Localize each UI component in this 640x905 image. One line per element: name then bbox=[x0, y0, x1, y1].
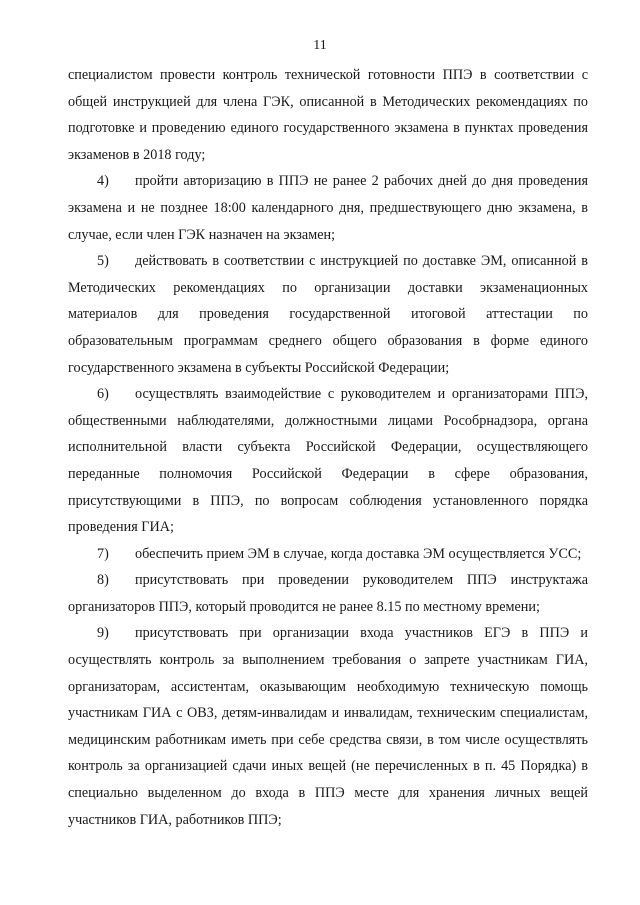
list-item-number: 6) bbox=[97, 386, 109, 403]
list-item bbox=[68, 541, 588, 568]
paragraph-continuation bbox=[68, 62, 588, 168]
list-item bbox=[68, 381, 588, 541]
list-item-number: 5) bbox=[97, 253, 109, 270]
list-item bbox=[68, 248, 588, 381]
list-item-text: пройти авторизацию в ППЭ не ранее 2 рабочих дней до дня проведения экзамена и не позднее 18:00 календарного дня, предшествующего дню экзамена, в случае, если член ГЭК назначен на экзамен; bbox=[68, 173, 588, 243]
document-body bbox=[68, 62, 588, 833]
list-item-number: 4) bbox=[97, 173, 109, 190]
list-item bbox=[68, 168, 588, 248]
list-item bbox=[68, 567, 588, 620]
list-item-number: 8) bbox=[97, 572, 109, 589]
list-item-text: обеспечить прием ЭМ в случае, когда доставка ЭМ осуществляется УСС; bbox=[135, 545, 582, 562]
list-item bbox=[68, 620, 588, 833]
page-number: 11 bbox=[313, 38, 327, 53]
list-item-text: действовать в соответствии с инструкцией по доставке ЭМ, описанной в Методических рекомендациях по организации доставки экзаменационных материалов для проведения государственной итоговой аттестации по образовательным программам среднего общего образования в форме единого государственного экзамена в субъекты Российской Федерации; bbox=[68, 253, 588, 376]
paragraph-text: специалистом провести контроль технической готовности ППЭ в соответствии с общей инструкцией для члена ГЭК, описанной в Методических рекомендациях по подготовке и проведению единого государственного экзамена в пунктах проведения экзаменов в 2018 году; bbox=[68, 67, 588, 163]
list-item-number: 9) bbox=[97, 625, 109, 642]
list-item-text: присутствовать при организации входа участников ЕГЭ в ППЭ и осуществлять контроль за выполнением требования о запрете участникам ГИА, организаторам, ассистентам, оказывающим необходимую техническую помощь участникам ГИА с ОВЗ, детям-инвалидам и инвалидам, техническим специалистам, медицинским работникам иметь при себе средства связи, в том числе осуществлять контроль за организацией сдачи иных вещей (не перечисленных в п. 45 Порядка) в специально выделенном до входа в ППЭ месте для хранения личных вещей участников ГИА, работников ППЭ; bbox=[68, 625, 588, 828]
list-item-number: 7) bbox=[97, 545, 109, 562]
list-item-text: осуществлять взаимодействие с руководителем и организаторами ППЭ, общественными наблюдателями, должностными лицами Рособрнадзора, органа исполнительной власти субъекта Российской Федерации, осуществляющего переданные полномочия Российской Федерации в сфере образования, присутствующими в ППЭ, по вопросам соблюдения установленного порядка проведения ГИА; bbox=[68, 386, 588, 536]
list-item-text: присутствовать при проведении руководителем ППЭ инструктажа организаторов ППЭ, который проводится не ранее 8.15 по местному времени; bbox=[68, 572, 588, 615]
